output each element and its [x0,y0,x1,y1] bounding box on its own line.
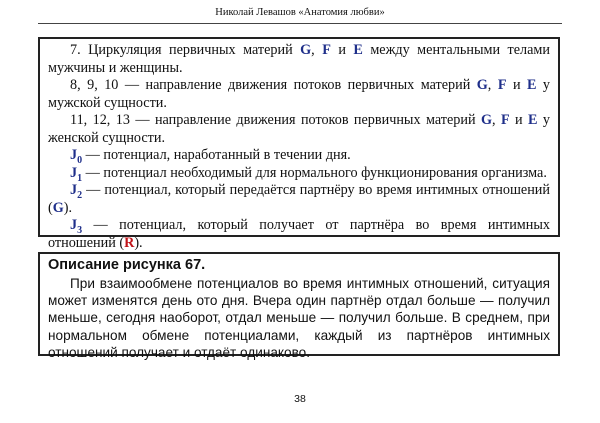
matter-e: E [527,77,537,93]
symbol-subscript: 1 [77,172,83,184]
separator: и [330,42,354,58]
j0-symbol [70,147,83,166]
legend-text: у мужской сущности. [48,77,551,111]
legend-j3 [48,217,550,252]
matter-g: G [480,112,492,128]
legend-item-11 [48,112,550,147]
legend-text: ). [134,234,143,251]
symbol-letter: J [70,147,78,163]
j1-symbol [70,164,83,184]
description-title: Описание рисунка 67. [48,257,206,273]
legend-j0 [48,147,550,165]
symbol-subscript: 0 [77,154,83,166]
matter-g: G [300,42,312,58]
symbol-subscript: 2 [77,189,83,201]
symbol-subscript: 3 [77,224,83,236]
separator: , [311,42,323,58]
page-header: Николай Левашов «Анатомия любви» [38,6,562,24]
symbol-letter: J [70,164,78,181]
page-number: 38 [294,393,306,405]
separator: , [487,77,498,93]
legend-text: 11, 12, 13 — направление движения потоков первичных материй [70,112,481,128]
separator: и [506,77,527,93]
legend-text: — потенциал, наработанный в течении дня. [82,147,351,163]
legend-text: — потенциал, который получает от партнёра во время интимных отношений ( [48,217,550,251]
matter-e: E [528,112,538,128]
j2-symbol [70,182,83,201]
legend-text: 8, 9, 10 — направление движения потоков первичных материй [70,77,477,93]
separator: , [492,112,501,128]
matter-f: F [500,112,510,128]
description-box [38,252,560,360]
mark-r: R [124,234,135,251]
legend-text: 7. Циркуляция первичных материй [70,42,301,58]
description-text: При взаимообмене потенциалов во время интимных отношений, ситуация может изменятся день ото дня. Вчера один партнёр отдал больше — получил меньше, сегодня наоборот, отдал меньше — получил больше. В среднем, при нормальном обмене потенциалами, каждый из партнёров интимных отношений получает и отдаёт одинаково. [48,276,550,360]
legend-j1 [48,165,550,183]
symbol-letter: J [70,182,78,198]
legend-item-8 [48,77,550,112]
legend-box [38,37,560,251]
j3-symbol [70,217,83,236]
matter-f: F [497,77,507,93]
legend-text: — потенциал необходимый для нормального функционирования организма. [82,164,547,181]
legend-j2 [48,182,550,217]
matter-f: F [322,42,331,58]
legend-item-7 [48,42,550,77]
legend-text: — потенциал, который передаётся партнёру во время интимных отношений ( [48,182,550,216]
legend-text: ). [63,199,73,216]
legend-text: у женской сущности. [48,112,550,146]
mark-g: G [52,199,64,216]
separator: и [509,112,529,128]
matter-e: E [353,42,363,58]
matter-g: G [476,77,488,93]
legend-text: между ментальными телами мужчины и женщины. [48,42,550,76]
symbol-letter: J [70,217,78,233]
